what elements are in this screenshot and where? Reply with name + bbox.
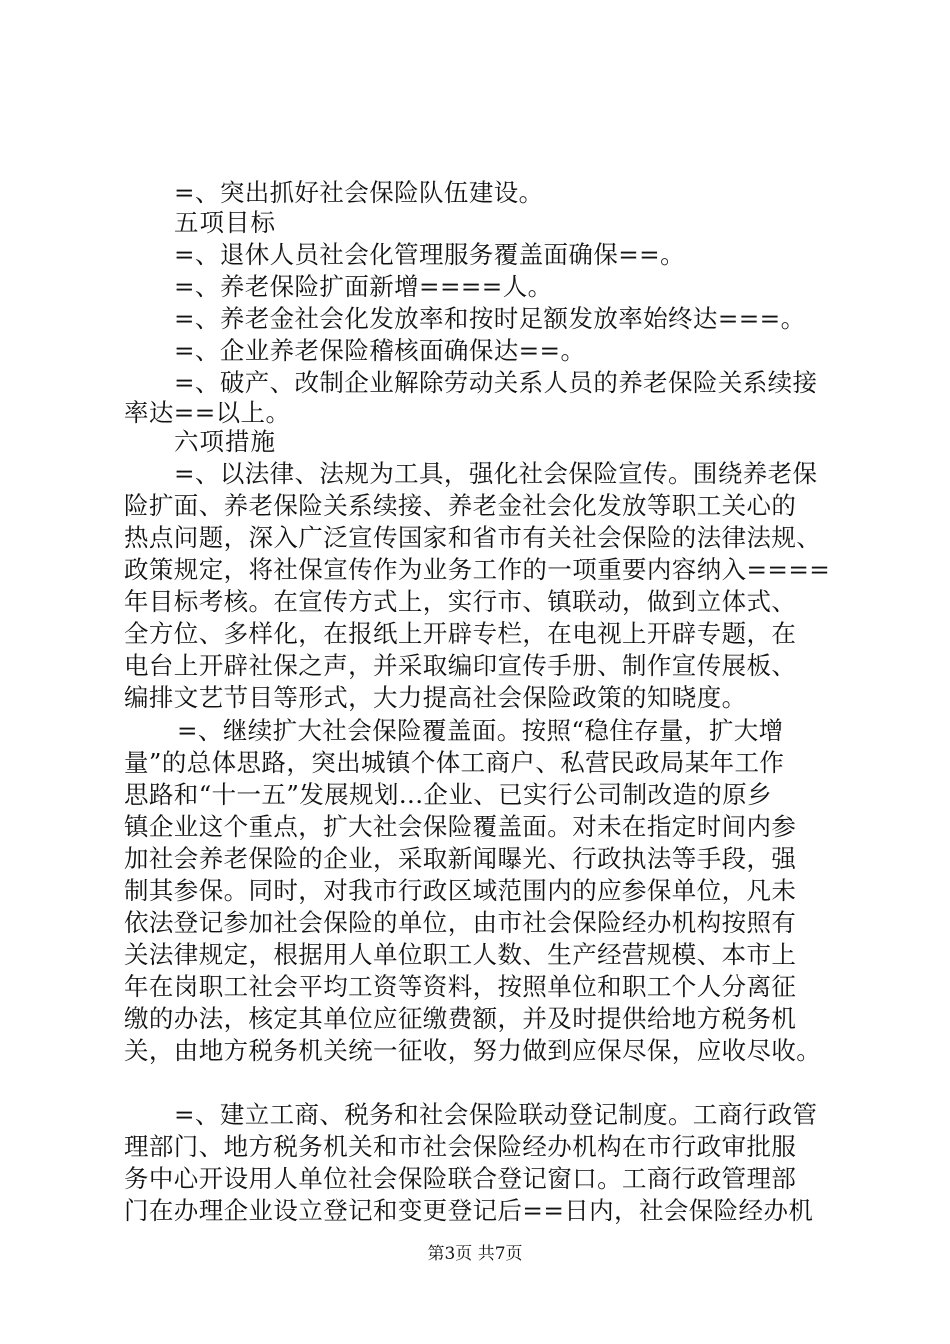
text-line: =、建立工商、税务和社会保险联动登记制度。工商行政管 <box>174 1100 818 1129</box>
text-line: 制其参保。同时，对我市行政区域范围内的应参保单位，凡未 <box>124 876 797 905</box>
text-line: 电台上开辟社保之声，并采取编印宣传手册、制作宣传展板、 <box>124 651 797 680</box>
text-line: =、养老金社会化发放率和按时足额发放率始终达===。 <box>174 304 806 333</box>
text-line: 务中心开设用人单位社会保险联合登记窗口。工商行政管理部 <box>124 1164 797 1193</box>
text-line: 险扩面、养老保险关系续接、养老金社会化发放等职工关心的 <box>124 491 797 520</box>
text-line: =、破产、改制企业解除劳动关系人员的养老保险关系续接 <box>174 368 818 397</box>
section-heading: 五项目标 <box>174 208 276 237</box>
text-line: 依法登记参加社会保险的单位，由市社会保险经办机构按照有 <box>124 908 797 937</box>
text-line: 年目标考核。在宣传方式上，实行市、镇联动，做到立体式、 <box>124 587 797 616</box>
text-line: =、养老保险扩面新增====人。 <box>174 272 553 301</box>
text-line: 关法律规定，根据用人单位职工人数、生产经营规模、本市上 <box>124 940 797 969</box>
text-line: 关，由地方税务机关统一征收，努力做到应保尽保，应收尽收。 <box>124 1036 822 1065</box>
text-line: =、突出抓好社会保险队伍建设。 <box>174 178 544 207</box>
text-line: 率达==以上。 <box>124 398 291 427</box>
text-line: 热点问题，深入广泛宣传国家和省市有关社会保险的法律法规、 <box>124 523 822 552</box>
text-line: 量”的总体思路，突出城镇个体工商户、私营民政局某年工作 <box>124 748 785 777</box>
text-line: 理部门、地方税务机关和市社会保险经办机构在市行政审批服 <box>124 1132 797 1161</box>
text-line: 年在岗职工社会平均工资等资料，按照单位和职工个人分离征 <box>124 972 797 1001</box>
text-line: =、以法律、法规为工具，强化社会保险宣传。围绕养老保 <box>174 459 818 488</box>
text-line: 全方位、多样化，在报纸上开辟专栏，在电视上开辟专题，在 <box>124 619 797 648</box>
text-line: 编排文艺节目等形式，大力提高社会保险政策的知晓度。 <box>124 683 747 712</box>
section-heading: 六项措施 <box>174 427 276 456</box>
text-line: 镇企业这个重点，扩大社会保险覆盖面。对未在指定时间内参 <box>124 812 797 841</box>
text-line: 缴的办法，核定其单位应征缴费额，并及时提供给地方税务机 <box>124 1004 797 1033</box>
text-line: 政策规定，将社保宣传作为业务工作的一项重要内容纳入==== <box>124 555 831 584</box>
page-number-footer: 第3页 共7页 <box>427 1244 523 1264</box>
text-line: 加社会养老保险的企业，采取新闻曝光、行政执法等手段，强 <box>124 844 797 873</box>
text-line: =、退休人员社会化管理服务覆盖面确保==。 <box>174 240 685 269</box>
text-line: 思路和“十一五”发展规划...企业、已实行公司制改造的原乡 <box>124 780 773 809</box>
text-line: =、企业养老保险稽核面确保达==。 <box>174 336 586 365</box>
text-line: =、继续扩大社会保险覆盖面。按照“稳住存量，扩大增 <box>177 716 784 745</box>
text-line: 门在办理企业设立登记和变更登记后==日内，社会保险经办机 <box>124 1196 814 1225</box>
